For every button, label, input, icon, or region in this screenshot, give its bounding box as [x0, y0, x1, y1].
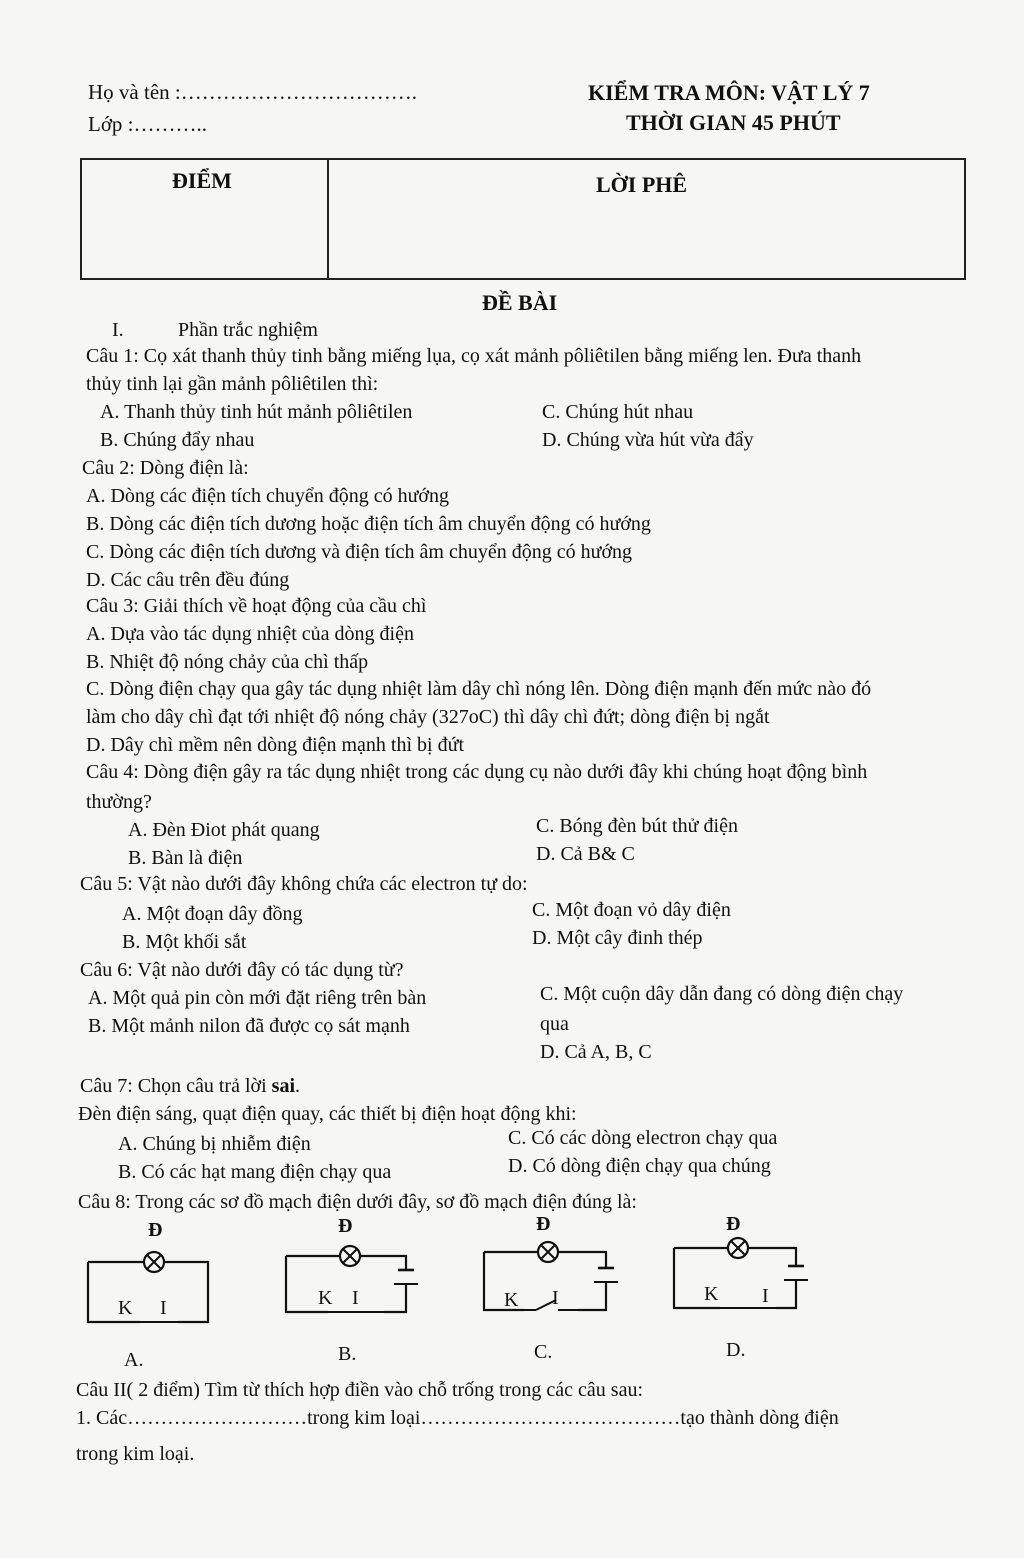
exam-title: KIỂM TRA MÔN: VẬT LÝ 7 [588, 80, 870, 105]
q7-question-bold: sai [271, 1075, 295, 1097]
q2-option-d: D. Các câu trên đều đúng [86, 569, 290, 591]
circuit-c-lamp-label: Đ [536, 1213, 551, 1235]
comment-header: LỜI PHÊ [596, 172, 688, 197]
name-field-label: Họ và tên :……………………………. [88, 80, 417, 104]
q1-line1: Câu 1: Cọ xát thanh thủy tinh bằng miếng lụa, cọ xát mảnh pôliêtilen bằng miếng len. Đưa thanh [86, 345, 862, 367]
score-table-divider [327, 160, 329, 278]
circuit-a-lamp-icon [144, 1252, 164, 1272]
q6-option-d: D. Cả A, B, C [540, 1041, 652, 1063]
circuit-a-switch-label: K [118, 1297, 133, 1319]
class-field-label: Lớp :……….. [88, 112, 208, 136]
q5-option-b: B. Một khối sắt [122, 931, 247, 953]
q2-option-c: C. Dòng các điện tích dương và điện tích âm chuyển động có hướng [86, 541, 633, 563]
circuit-c-battery-icon [594, 1268, 618, 1282]
q3-option-c-line1: C. Dòng điện chạy qua gây tác dụng nhiệt làm dây chì nóng lên. Dòng điện mạnh đến mức nào đó [86, 678, 872, 700]
q2-question: Câu 2: Dòng điện là: [82, 457, 249, 479]
circuit-b-battery-label: I [352, 1287, 359, 1309]
section1-num: I. [112, 319, 124, 341]
q3-option-c-line2: làm cho dây chì đạt tới nhiệt độ nóng chảy (327oC) thì dây chì đứt; dòng điện bị ngắt [86, 706, 770, 728]
q7-question [80, 1074, 300, 1098]
circuit-c-switch-label: K [504, 1289, 519, 1311]
q5-question: Câu 5: Vật nào dưới đây không chứa các electron tự do: [80, 873, 528, 895]
circuit-b-battery-icon [394, 1270, 418, 1284]
q7-option-b: B. Có các hạt mang điện chạy qua [118, 1161, 392, 1183]
q2-option-a: A. Dòng các điện tích chuyển động có hướng [86, 485, 449, 507]
circuit-d-switch-label: K [704, 1283, 719, 1305]
circuit-d-option-label: D. [726, 1339, 746, 1361]
circuit-c-lamp-icon [538, 1242, 558, 1262]
q6-option-a: A. Một quả pin còn mới đặt riêng trên bàn [88, 987, 427, 1009]
circuit-c-option-label: C. [534, 1341, 553, 1363]
q7-stem: Đèn điện sáng, quạt điện quay, các thiết bị điện hoạt động khi: [78, 1103, 577, 1125]
q3-option-d: D. Dây chì mềm nên dòng điện mạnh thì bị đứt [86, 734, 464, 756]
circuit-b-diagram [276, 1206, 436, 1336]
q4-line1: Câu 4: Dòng điện gây ra tác dụng nhiệt trong các dụng cụ nào dưới đây khi chúng hoạt động bình [86, 761, 868, 783]
q5-option-c: C. Một đoạn vỏ dây điện [532, 899, 731, 921]
circuit-a-lamp-label: Đ [148, 1219, 163, 1241]
circuit-d-lamp-icon [728, 1238, 748, 1258]
section2-question: Câu II( 2 điểm) Tìm từ thích hợp điền vào chỗ trống trong các câu sau: [76, 1379, 644, 1401]
q6-option-b: B. Một mảnh nilon đã được cọ sát mạnh [88, 1015, 410, 1037]
q3-question: Câu 3: Giải thích về hoạt động của cầu chì [86, 595, 427, 617]
q4-line2: thường? [86, 791, 152, 813]
de-bai-title: ĐỀ BÀI [482, 290, 558, 315]
circuit-d-lamp-label: Đ [726, 1213, 741, 1235]
q7-question-prefix: Câu 7: Chọn câu trả lời [80, 1075, 272, 1097]
q3-option-b: B. Nhiệt độ nóng chảy của chì thấp [86, 651, 369, 673]
q1-line2: thủy tinh lại gần mảnh pôliêtilen thì: [86, 373, 379, 395]
circuit-a-diagram [78, 1210, 228, 1340]
q8-question: Câu 8: Trong các sơ đồ mạch điện dưới đây, sơ đồ mạch điện đúng là: [78, 1191, 637, 1213]
exam-time: THỜI GIAN 45 PHÚT [626, 110, 841, 135]
circuit-c-battery-label: I [552, 1287, 559, 1309]
score-header: ĐIỂM [172, 168, 232, 193]
circuit-d-diagram [664, 1204, 824, 1334]
section2-line2: trong kim loại. [76, 1443, 195, 1465]
q6-option-c-line2: qua [540, 1013, 569, 1035]
circuit-c-diagram [474, 1204, 634, 1334]
circuit-d-battery-label: I [762, 1285, 769, 1307]
q4-option-b: B. Bàn là điện [128, 847, 243, 869]
q1-option-a: A. Thanh thủy tinh hút mảnh pôliêtilen [100, 401, 413, 423]
circuit-a-battery-label: I [160, 1297, 167, 1319]
circuit-d-battery-icon [784, 1266, 808, 1280]
q6-option-c-line1: C. Một cuộn dây dẫn đang có dòng điện chạy [540, 983, 904, 1005]
q4-option-c: C. Bóng đèn bút thử điện [536, 815, 738, 837]
section2-line1: 1. Các………………………trong kim loại…………………………………tạo thành dòng điện [76, 1407, 839, 1429]
q6-question: Câu 6: Vật nào dưới đây có tác dụng từ? [80, 959, 404, 981]
q1-option-b: B. Chúng đẩy nhau [100, 429, 255, 451]
q1-option-c: C. Chúng hút nhau [542, 401, 694, 423]
circuit-b-lamp-icon [340, 1246, 360, 1266]
q4-option-d: D. Cả B& C [536, 843, 635, 865]
q7-option-d: D. Có dòng điện chạy qua chúng [508, 1155, 771, 1177]
q7-question-suffix: . [295, 1075, 300, 1097]
circuit-b-option-label: B. [338, 1343, 357, 1365]
section1-title: Phần trắc nghiệm [178, 319, 318, 341]
circuit-b-switch-label: K [318, 1287, 333, 1309]
circuit-b-lamp-label: Đ [338, 1215, 353, 1237]
q2-option-b: B. Dòng các điện tích dương hoặc điện tích âm chuyển động có hướng [86, 513, 651, 535]
circuit-a-option-label: A. [124, 1349, 144, 1371]
q5-option-a: A. Một đoạn dây đồng [122, 903, 303, 925]
q7-option-c: C. Có các dòng electron chạy qua [508, 1127, 778, 1149]
q1-option-d: D. Chúng vừa hút vừa đẩy [542, 429, 754, 451]
q4-option-a: A. Đèn Điot phát quang [128, 819, 320, 841]
q7-option-a: A. Chúng bị nhiễm điện [118, 1133, 311, 1155]
q3-option-a: A. Dựa vào tác dụng nhiệt của dòng điện [86, 623, 414, 645]
q5-option-d: D. Một cây đinh thép [532, 927, 703, 949]
